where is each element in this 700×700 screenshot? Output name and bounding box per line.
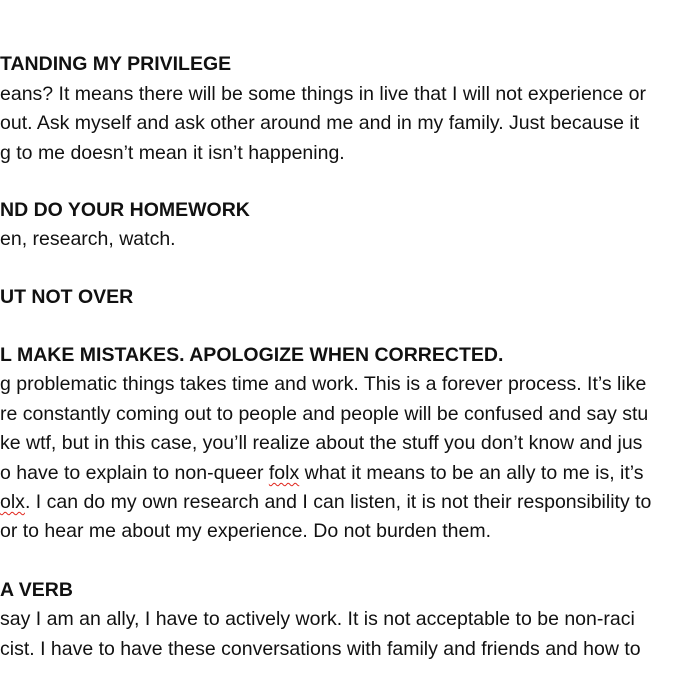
body-line: eans? It means there will be some things in live that I will not experience or <box>0 83 646 105</box>
section-heading-privilege: TANDING MY PRIVILEGE <box>0 53 232 75</box>
body-line: re constantly coming out to people and people will be confused and say stu <box>0 403 649 425</box>
body-line: en, research, watch. <box>0 228 176 250</box>
text-run: . I can do my own research and I can listen, it is not their responsibility to <box>24 491 652 513</box>
body-line: g problematic things takes time and work. This is a forever process. It’s like <box>0 373 647 395</box>
body-line <box>0 490 651 514</box>
spellcheck-flagged-word[interactable]: folx <box>268 462 300 484</box>
body-line <box>0 461 644 485</box>
spellcheck-flagged-word[interactable]: olx <box>0 491 25 513</box>
section-heading-homework: ND DO YOUR HOMEWORK <box>0 199 250 221</box>
section-heading-mistakes: L MAKE MISTAKES. APOLOGIZE WHEN CORRECTED. <box>0 344 504 366</box>
section-heading-not-over: UT NOT OVER <box>0 286 134 308</box>
body-line: g to me doesn’t mean it isn’t happening. <box>0 142 345 164</box>
text-run: what it means to be an ally to me is, it’s <box>299 462 644 484</box>
body-line: say I am an ally, I have to actively work. It is not acceptable to be non-raci <box>0 608 635 630</box>
body-line: or to hear me about my experience. Do not burden them. <box>0 520 492 542</box>
body-line: out. Ask myself and ask other around me and in my family. Just because it <box>0 112 640 134</box>
text-run: o have to explain to non-queer <box>0 462 269 484</box>
body-line: ke wtf, but in this case, you’ll realize about the stuff you don’t know and jus <box>0 432 643 454</box>
section-heading-verb: A VERB <box>0 579 73 601</box>
body-line: cist. I have to have these conversations with family and friends and how to <box>0 638 641 660</box>
